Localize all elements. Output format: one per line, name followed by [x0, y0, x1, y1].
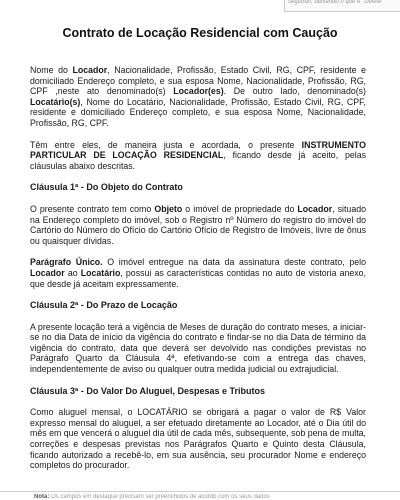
footer-text: Os campos em destaque precisam ser preenchidos de acordo com os seus dados [49, 494, 270, 500]
locadores-term: Locador(es) [173, 86, 224, 97]
document-body [30, 65, 366, 482]
locatarios-term: Locatário(s) [30, 96, 81, 107]
clause-1-paragraph [30, 204, 366, 246]
intro-paragraph [30, 140, 366, 172]
text-run: o imóvel de propriedade do [182, 203, 298, 214]
clause-3-paragraph: Como aluguel mensal, o LOCATÁRIO se obrigará a pagar o valor de R$ Valor expresso mensal do aluguel, a ser efetuado diretamente ao Locador, até o Dia útil do mês em que vencerá o aluguel dia útil de cada mês, subsequente, sob pena de multa, correções e despesas previstas nos Parágrafos Quarto e Quinto desta Cláusula, ficando autorizado a recebê-lo, em sua ausência, seu procurador Nome e endereço completos do procurador. [30, 407, 366, 471]
locador-term: Locador [72, 65, 108, 75]
text-run: Nome do [30, 65, 73, 75]
text-run: O presente contrato tem como [30, 203, 155, 214]
parties-paragraph [30, 65, 366, 129]
text-run: , Nome do Locatário, Nacionalidade, Profissão, Estado Civil, RG, CPF, residente e domiciliado Endereço completo, e sua esposa Nome, Nacionalidade, Profissão, RG, CPF. [30, 96, 366, 128]
text-run: Têm entre eles, de maneira justa e acordada, o presente [30, 139, 302, 150]
clause-2-heading: Cláusula 2ª - Do Prazo de Locação [30, 300, 178, 311]
document-title: Contrato de Locação Residencial com Caução [62, 26, 338, 40]
clause-1-sole-paragraph [30, 257, 366, 289]
text-run: , situado na Endereço completo do imóvel, sob o Registro nº Número do registro do imóvel do Cartório do Número do Ofício do Cartório Ofício de Registro de Imóveis, livre de ônus ou quaisquer dívidas. [30, 203, 366, 246]
text-run: ao [64, 267, 81, 278]
clause-3-heading: Cláusula 3ª - Do Valor Do Aluguel, Despesas e Tributos [30, 385, 266, 396]
editor-note-box [284, 0, 400, 12]
text-run: O imóvel entregue na data da assinatura deste contrato, pelo [102, 257, 366, 268]
text-run: , possui as características contidas no auto de vistoria anexo, que desde já aceitam expressamente. [30, 267, 366, 289]
paragrafo-unico-label: Parágrafo Único. [30, 257, 103, 268]
instrument-title: INSTRUMENTO PARTICULAR DE LOCAÇÃO RESIDENCIAL [30, 139, 366, 161]
locador-term: Locador [297, 203, 333, 214]
footer-divider [0, 491, 400, 492]
clause-2-paragraph: A presente locação terá a vigência de Meses de duração do contrato meses, a iniciar-se no dia Data de início da vigência do contrato e findar-se no dia Data de término da vigência do contrato, data que deverá ser devolvido nas condições previstas no Parágrafo Quarto da Cláusula 4ª, efetivando-se com a entrega das chaves, independentemente de aviso ou qualquer outra medida judicial ou extrajudicial. [30, 321, 366, 375]
locador-term: Locador [30, 267, 65, 278]
footer-note [34, 494, 374, 500]
text-run: , ficando desde já aceito, pelas cláusulas abaixo descritas. [30, 150, 366, 171]
locatario-term: Locatário [80, 267, 121, 278]
clause-1-heading: Cláusula 1ª - Do Objeto do Contrato [30, 182, 183, 193]
editor-note-text: segundo, deixando o que é "Delete" [288, 0, 384, 5]
footer-label: Nota: [34, 494, 50, 500]
text-run: , Nacionalidade, Profissão, Estado Civil, RG, CPF, residente e domiciliado Endereço completo, e sua esposa Nome, Nacionalidade, Profissão, RG, CPF ,neste ato denominado(s) [30, 65, 366, 97]
objeto-term: Objeto [154, 203, 183, 214]
text-run: . De outro lado, denominado(s) [223, 86, 366, 97]
